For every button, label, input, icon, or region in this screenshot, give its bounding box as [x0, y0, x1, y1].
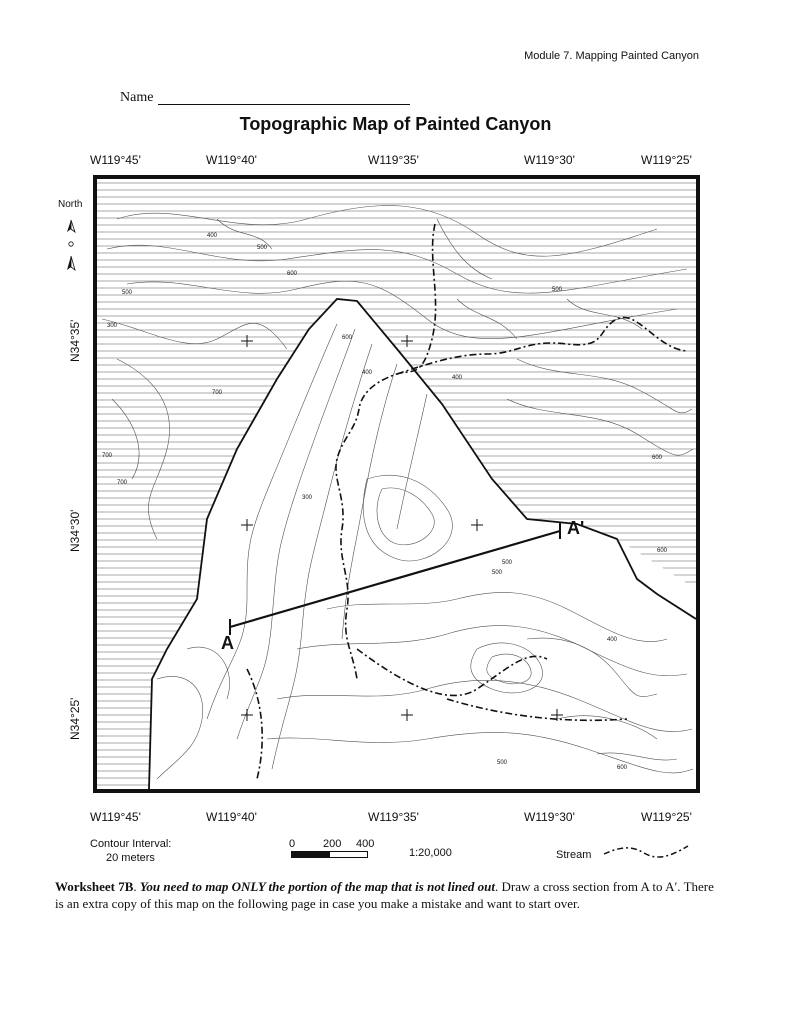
- contour-label: 600: [617, 765, 628, 771]
- lon-label-top-1: W119°45': [90, 153, 141, 167]
- point-a-prime-label: A': [567, 518, 585, 538]
- contour-label: 700: [212, 390, 223, 396]
- contour-lines: [102, 205, 693, 779]
- contour-label: 600: [342, 335, 353, 341]
- contour-label: 500: [552, 287, 563, 293]
- contour-label: 400: [607, 637, 618, 643]
- lon-label-bottom-3: W119°35': [368, 810, 419, 824]
- point-a-label: A: [221, 633, 234, 653]
- contour-label: 400: [362, 370, 373, 376]
- contour-label: 400: [207, 233, 218, 239]
- lon-label-top-4: W119°30': [524, 153, 575, 167]
- lon-label-top-5: W119°25': [641, 153, 692, 167]
- contour-label: 300: [107, 323, 118, 329]
- contour-label: 300: [302, 495, 313, 501]
- worksheet-text: Draw a cross section from A to A′. There is an extra copy of this map on the following page in case you make a mistake and want to start over.: [55, 879, 714, 911]
- map-canvas: [97, 179, 696, 789]
- north-label: North: [58, 199, 83, 210]
- name-label: Name: [120, 90, 154, 105]
- contour-label: 500: [122, 290, 133, 296]
- contour-label: 600: [287, 271, 298, 277]
- stream-legend-icon: [602, 842, 690, 860]
- contour-labels: [102, 233, 668, 771]
- contour-interval-value: 20 meters: [106, 852, 155, 864]
- contour-label: 600: [652, 455, 663, 461]
- mapped-region-boundary: [149, 299, 696, 789]
- contour-label: 500: [492, 570, 503, 576]
- scale-bar: [291, 851, 371, 859]
- north-arrow-icon: [64, 218, 78, 274]
- lon-label-top-3: W119°35': [368, 153, 419, 167]
- module-header: Module 7. Mapping Painted Canyon: [524, 50, 699, 62]
- topographic-map[interactable]: [93, 175, 700, 793]
- worksheet-label: Worksheet 7B: [55, 879, 134, 894]
- lat-label-1: N34°35': [68, 319, 82, 362]
- lon-label-bottom-1: W119°45': [90, 810, 141, 824]
- worksheet-emphasis: You need to map ONLY the portion of the map that is not lined out: [139, 879, 496, 894]
- lon-label-top-2: W119°40': [206, 153, 257, 167]
- lon-label-bottom-4: W119°30': [524, 810, 575, 824]
- lat-label-3: N34°25': [68, 697, 82, 740]
- worksheet-instructions: Worksheet 7B. You need to map ONLY the portion of the map that is not lined out. Draw a cross section from A to A′. There is an extra copy of this map on the following page in case you make a mistake and want to start over.: [55, 879, 714, 911]
- scale-tick-0: 0: [289, 838, 296, 850]
- name-line[interactable]: [158, 104, 410, 105]
- contour-interval-label: Contour Interval:: [90, 838, 172, 850]
- scale-tick-200: 200: [323, 838, 342, 850]
- contour-label: 500: [257, 245, 268, 251]
- page-title: Topographic Map of Painted Canyon: [239, 114, 552, 134]
- contour-label: 600: [657, 548, 668, 554]
- contour-label: 500: [502, 560, 513, 566]
- contour-label: 700: [117, 480, 128, 486]
- cross-section-line[interactable]: [230, 531, 560, 627]
- contour-label: 400: [452, 375, 463, 381]
- lat-label-2: N34°30': [68, 509, 82, 552]
- stream-legend-label: Stream: [556, 849, 592, 861]
- lon-label-bottom-5: W119°25': [641, 810, 692, 824]
- scale-ratio: 1:20,000: [409, 847, 452, 859]
- lon-label-bottom-2: W119°40': [206, 810, 257, 824]
- contour-label: 700: [102, 453, 113, 459]
- contour-label: 500: [497, 760, 508, 766]
- scale-tick-400: 400: [356, 838, 375, 850]
